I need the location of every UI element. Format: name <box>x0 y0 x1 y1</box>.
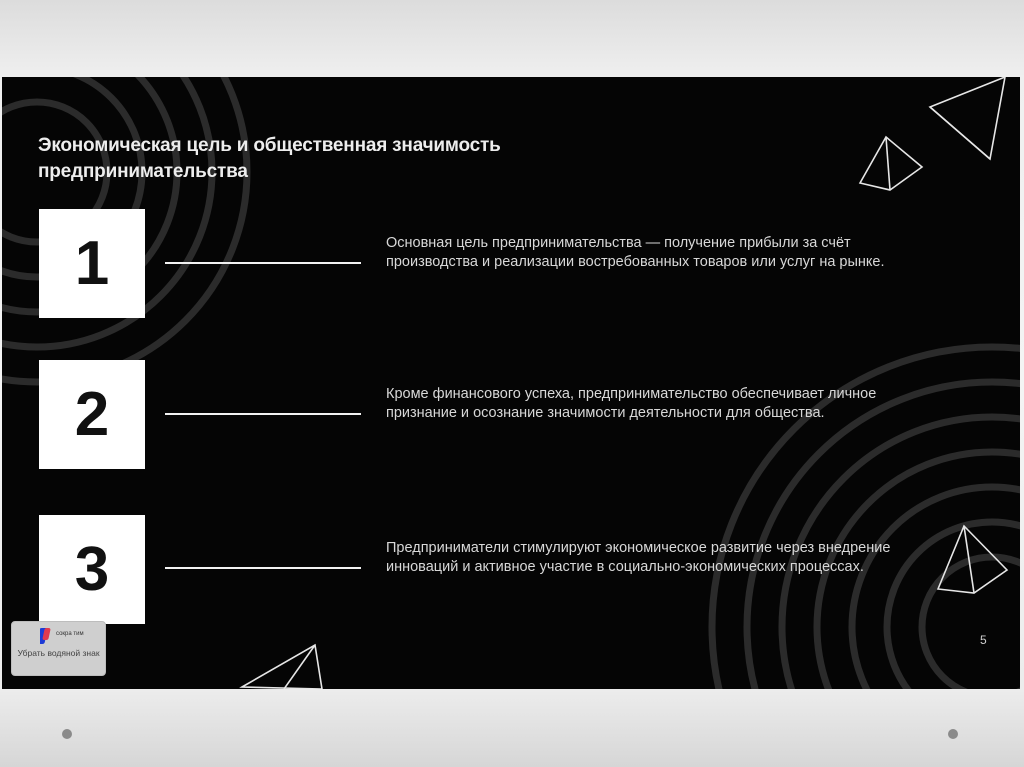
pyramid-bottom-icon <box>242 645 322 689</box>
slide-title: Экономическая цель и общественная значимость предпринимательства <box>38 135 501 182</box>
next-dot-icon[interactable] <box>948 729 958 739</box>
page-number: 5 <box>980 633 987 647</box>
brand-logo-text: сокра тим <box>56 631 84 637</box>
point-text-2: Кроме финансового успеха, предпринимательство обеспечивает личное признание и осознание значимости деятельности для общества. <box>386 386 877 421</box>
connector-line-2 <box>165 413 361 415</box>
remove-watermark-button[interactable] <box>11 621 106 676</box>
number-box-3: 3 <box>39 515 145 624</box>
connector-line-3 <box>165 567 361 569</box>
brand-logo-icon <box>40 627 84 645</box>
point-text-3: Предприниматели стимулируют экономическое развитие через внедрение инноваций и активное участие в социально-экономических процессах. <box>386 540 891 575</box>
number-box-1: 1 <box>39 209 145 318</box>
pyramid-top-right-icon <box>930 77 1005 159</box>
slide <box>2 77 1020 689</box>
pyramid-small-icon <box>860 137 922 190</box>
remove-watermark-label: Убрать водяной знак <box>17 648 100 658</box>
prev-dot-icon[interactable] <box>62 729 72 739</box>
number-box-2: 2 <box>39 360 145 469</box>
point-text-1: Основная цель предпринимательства — получение прибыли за счёт производства и реализации востребованных товаров или услуг на рынке. <box>386 235 885 270</box>
connector-line-1 <box>165 262 361 264</box>
